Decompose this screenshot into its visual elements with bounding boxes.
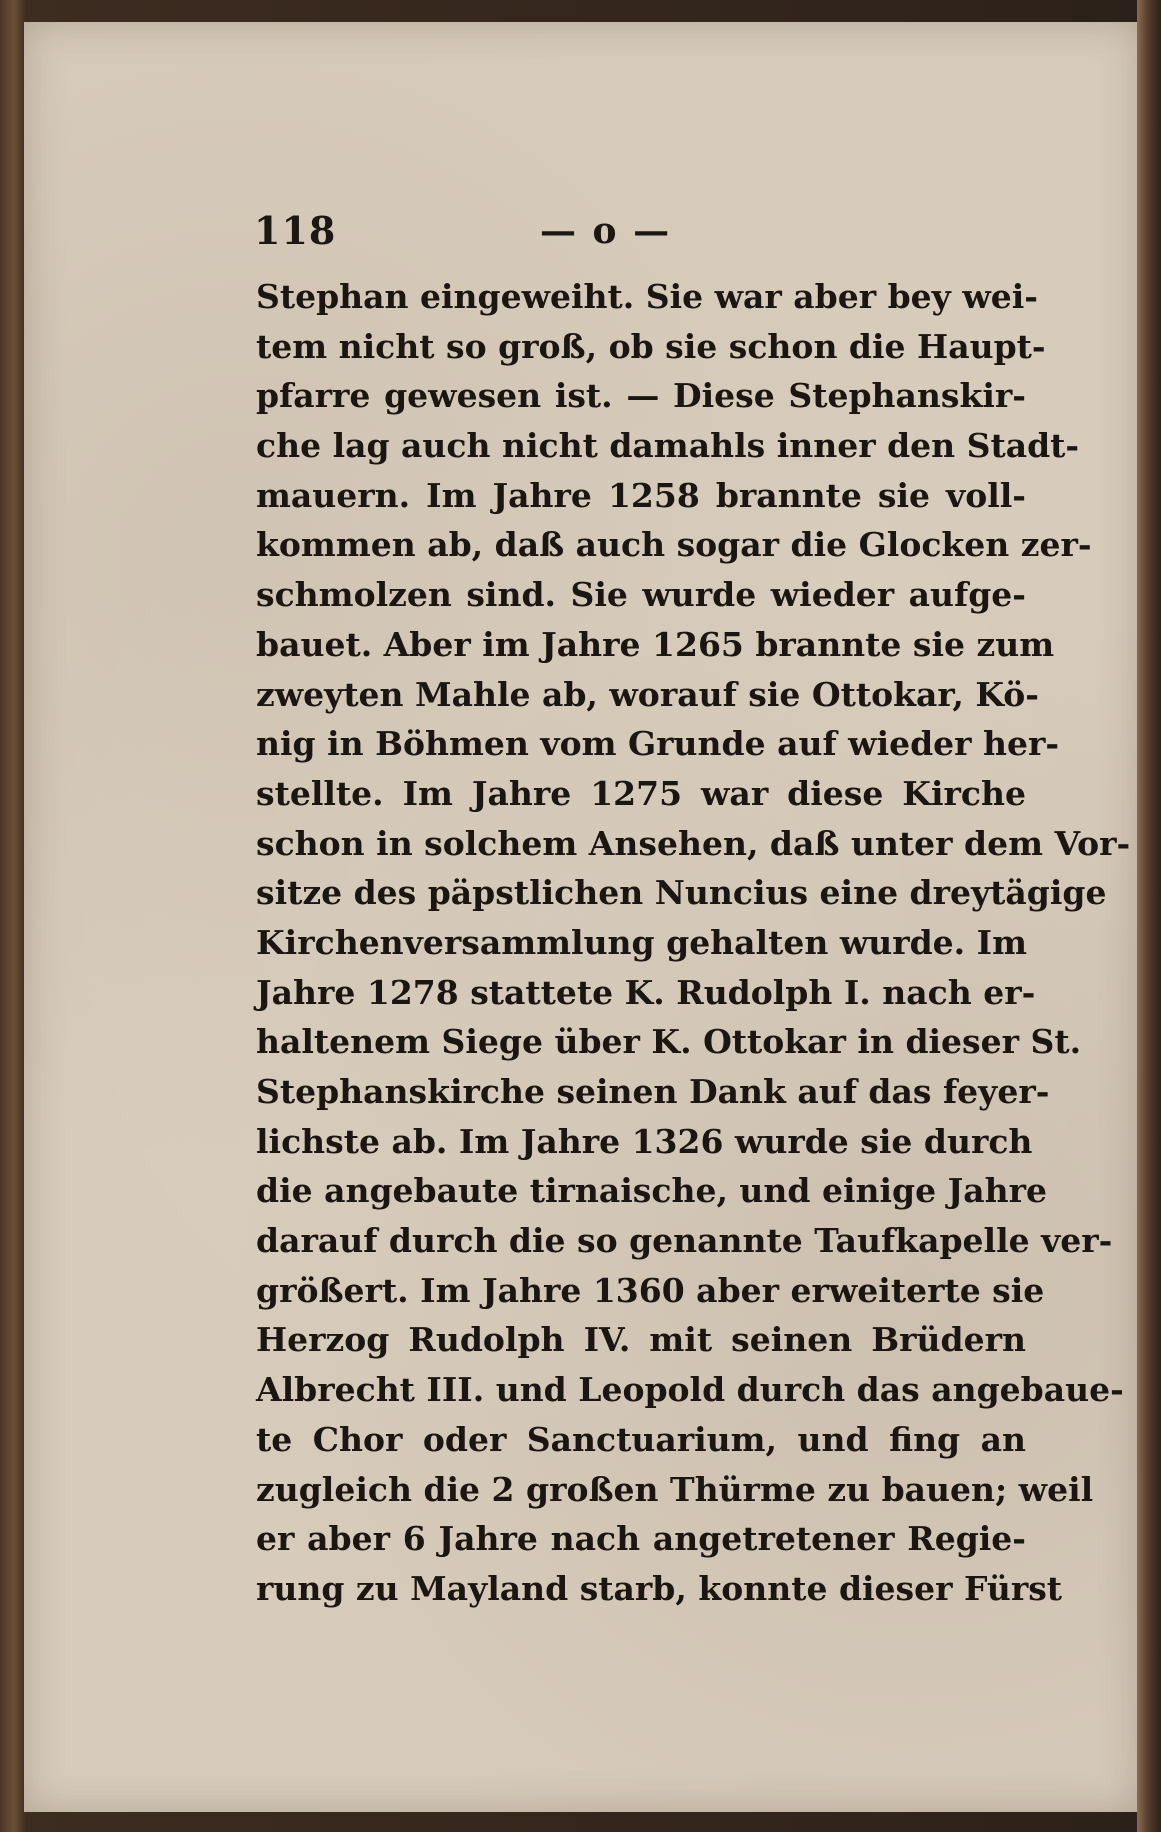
- text-line: lichste ab. Im Jahre 1326 wurde sie durch: [256, 1121, 1033, 1161]
- text-line: die angebaute tirnaische, und einige Jahre: [256, 1171, 1047, 1211]
- text-line: nig in Böhmen vom Grunde auf wieder her-: [256, 724, 1060, 764]
- text-line: zugleich die 2 großen Thürme zu bauen; weil: [256, 1469, 1094, 1509]
- text-line: rung zu Mayland starb, konnte dieser Fürst: [256, 1568, 1063, 1608]
- text-line: kommen ab, daß auch sogar die Glocken zer-: [256, 525, 1092, 565]
- page-number: 118: [254, 208, 337, 253]
- text-line: Herzog Rudolph IV. mit seinen Brüdern: [256, 1320, 1026, 1360]
- text-line: er aber 6 Jahre nach angetretener Regie-: [256, 1519, 1026, 1559]
- text-line: Jahre 1278 stattete K. Rudolph I. nach er-: [256, 972, 1036, 1012]
- text-line: darauf durch die so genannte Taufkapelle ver-: [256, 1221, 1113, 1261]
- text-line: schon in solchem Ansehen, daß unter dem Vor-: [256, 823, 1131, 863]
- text-line: größert. Im Jahre 1360 aber erweiterte sie: [256, 1270, 1045, 1310]
- page-header: [240, 208, 1020, 258]
- book-spine-edge: [1137, 0, 1161, 1832]
- text-line: che lag auch nicht damahls inner den Stadt-: [256, 426, 1080, 466]
- text-line: stellte. Im Jahre 1275 war diese Kirche: [256, 773, 1026, 813]
- text-line: tem nicht so groß, ob sie schon die Haupt-: [256, 326, 1046, 366]
- body-text: [256, 272, 1131, 1614]
- text-line: bauet. Aber im Jahre 1265 brannte sie zum: [256, 624, 1055, 664]
- text-line: Stephan eingeweiht. Sie war aber bey wei-: [256, 277, 1038, 316]
- text-line: Albrecht III. und Leopold durch das angebaue-: [256, 1370, 1124, 1410]
- book-page: [24, 22, 1139, 1812]
- text-line: zweyten Mahle ab, worauf sie Ottokar, Kö-: [256, 674, 1039, 714]
- text-line: haltenem Siege über K. Ottokar in dieser St.: [256, 1022, 1082, 1062]
- text-line: schmolzen sind. Sie wurde wieder aufge-: [256, 575, 1026, 615]
- text-line: Stephanskirche seinen Dank auf das feyer-: [256, 1072, 1050, 1111]
- text-line: pfarre gewesen ist. — Diese Stephanskir-: [256, 376, 1026, 416]
- header-ornament: — o —: [540, 210, 672, 252]
- text-line: sitze des päpstlichen Nuncius eine dreytägige: [256, 873, 1107, 913]
- text-line: Kirchenversammlung gehalten wurde. Im: [256, 922, 1028, 962]
- text-line: mauern. Im Jahre 1258 brannte sie voll-: [256, 475, 1026, 515]
- text-line: te Chor oder Sanctuarium, und fing an: [256, 1419, 1026, 1459]
